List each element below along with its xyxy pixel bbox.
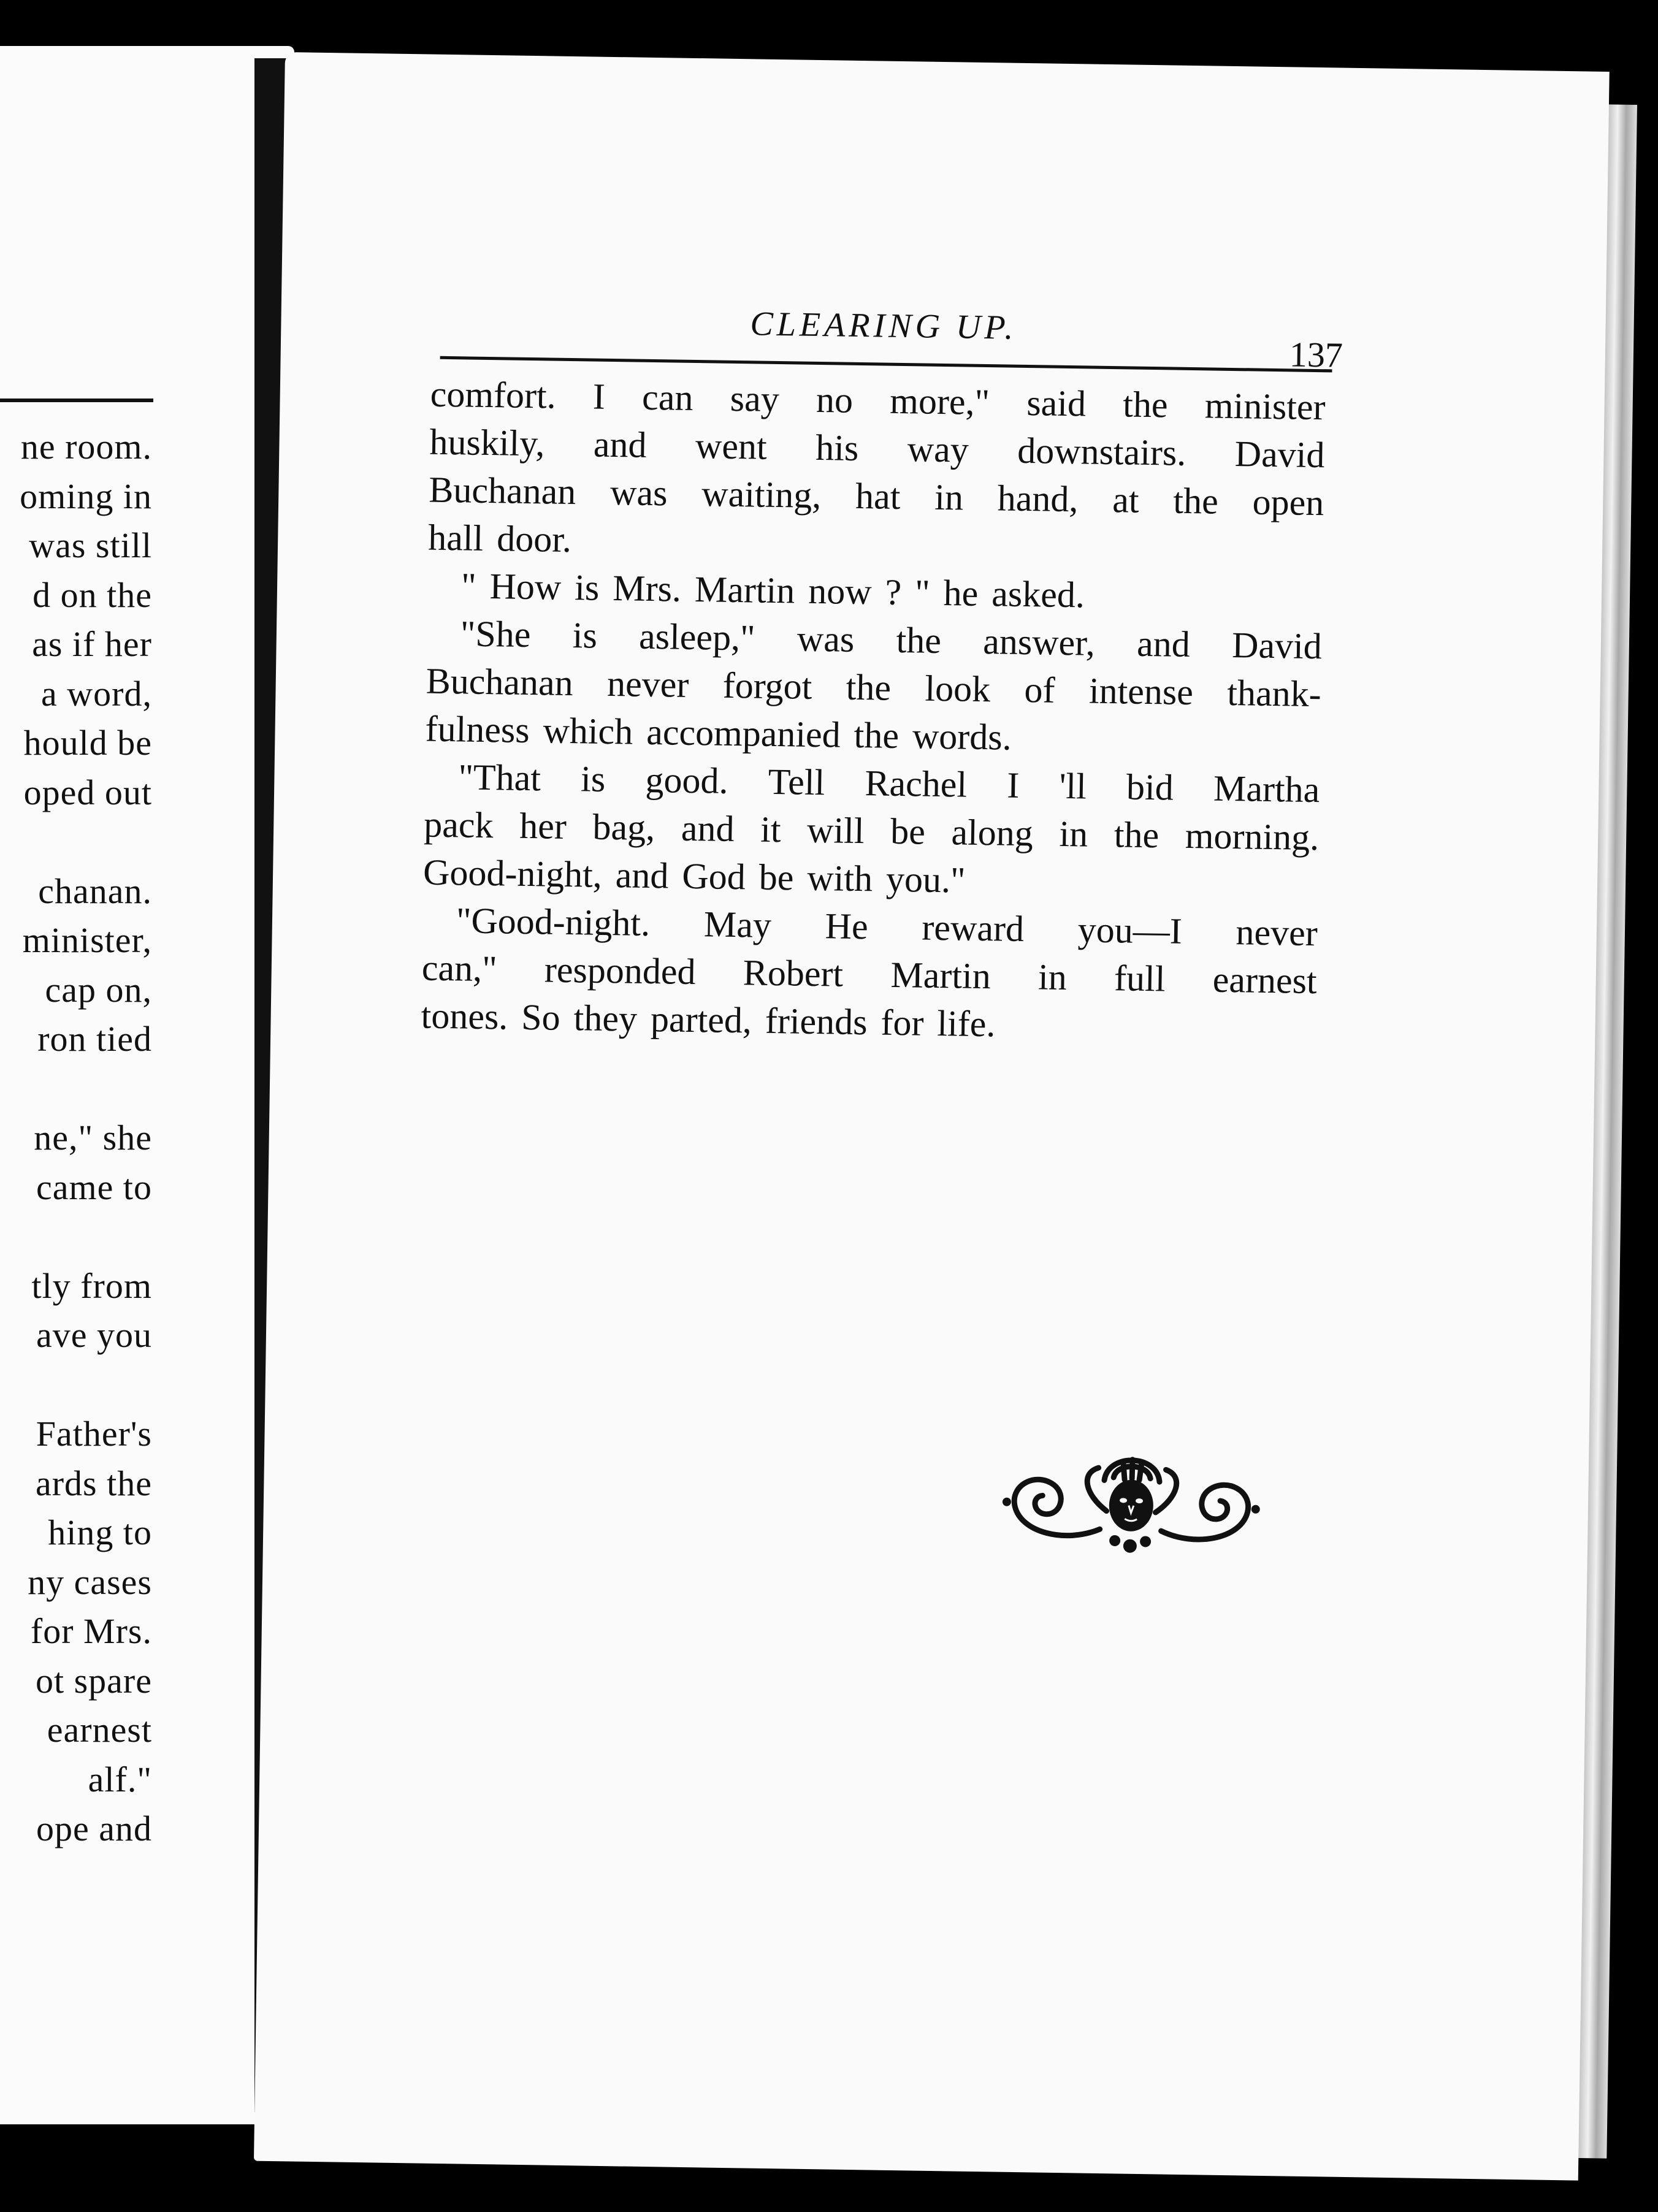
left-page-line: ope and [36,1809,152,1848]
word: forgot [722,665,812,707]
word: which [543,710,633,752]
word: friends [765,1000,868,1043]
word: in [1037,956,1068,998]
word: and [1136,623,1191,665]
word: you—I [1077,909,1183,952]
word: no [816,379,854,421]
word: Buchanan [426,660,574,704]
word: and [681,807,735,850]
word: the [1172,480,1219,522]
word: huskily, [429,421,545,464]
left-page-line: Father's [36,1414,152,1454]
running-head: CLEARING UP. [750,305,1017,347]
word: Robert [743,952,844,994]
word: fulness [425,708,530,751]
word: bid [1126,766,1174,808]
word: Good-night, [422,852,603,895]
word: So [521,996,561,1038]
word: in [934,476,964,518]
left-page-line: as if her [32,624,152,664]
left-page [0,46,294,2124]
word: you." [885,858,966,901]
left-page-line: ne room. [20,427,152,467]
left-page-line: hing to [48,1512,152,1552]
word: Tell [768,761,825,803]
left-page-line: chanan. [38,871,152,911]
left-page-line: a word, [41,673,152,714]
word: with [806,857,873,899]
word: earnest [1212,959,1318,1002]
word: David [1231,625,1323,667]
word: can," [421,947,498,990]
word: "Good-night. [456,900,651,944]
word: of [1024,669,1056,711]
left-page-header-rule [0,399,153,402]
word: asked. [991,573,1085,616]
word: ? [885,571,902,613]
word: the [854,714,900,756]
left-page-line: oped out [23,772,152,812]
word: is [580,758,606,799]
left-page-line: ron tied [37,1019,152,1059]
word: hand, [997,478,1079,520]
word: " [914,572,931,613]
word: accompanied [646,711,841,755]
page-number: 137 [1289,334,1343,375]
word: can [641,376,693,418]
word: life. [936,1002,996,1045]
left-page-text [0,426,294,1897]
word: Martin [694,569,795,611]
word: waiting, [701,473,822,516]
left-page-line: ny cases [28,1562,152,1602]
word: look [925,668,991,710]
left-page-line: tly from [31,1265,152,1306]
word: he [943,573,979,614]
header-rule [440,356,1332,373]
word: May [703,904,772,945]
word: " [460,565,477,606]
word: good. [645,759,729,801]
word: the [846,666,892,708]
word: open [1252,481,1324,524]
word: it [760,809,782,850]
word: asleep," [638,616,756,658]
word: way [907,429,969,470]
left-page-line: ave you [36,1315,152,1355]
left-page-line: oming in [20,476,152,516]
word: and [593,424,648,465]
word: her [519,805,567,847]
word: reward [921,907,1025,950]
word: and [615,855,669,896]
left-page-line: d on the [32,574,152,615]
word: his [815,427,859,468]
word: morning. [1185,815,1320,858]
word: responded [544,949,697,993]
left-page-line: came to [36,1167,152,1207]
word: is [574,567,600,608]
word: in [1059,813,1088,855]
word: Rachel [865,763,968,805]
word: say [730,378,780,420]
word: parted, [650,999,752,1041]
word: never [606,663,689,705]
word: minister [1204,385,1326,428]
word: now [808,570,873,612]
word: tones. [421,995,508,1037]
word: for [881,1002,924,1043]
word: downstairs. [1017,430,1186,473]
word: the [1122,384,1169,425]
decorative-ornament-icon [998,1434,1265,1565]
word: 'll [1059,765,1087,807]
word: "That [458,757,541,799]
word: bag, [592,806,655,849]
word: never [1236,912,1318,954]
word: He [825,906,869,947]
word: Martin [890,954,991,997]
left-page-line: ot spare [36,1660,152,1701]
word: Martha [1213,768,1320,810]
left-page-line: hould be [23,723,152,763]
word: answer, [982,620,1096,663]
word: Mrs. [612,568,682,609]
word: the [1114,814,1159,856]
word: along [951,812,1034,854]
word: Buchanan [428,469,576,513]
word: more," [889,380,990,423]
word: I [592,376,606,417]
word: hall [427,517,484,559]
word: they [573,997,638,1039]
left-page-line: ards the [36,1463,152,1503]
word: pack [423,804,494,846]
word: thank- [1226,672,1322,715]
left-page-line: earnest [47,1710,152,1750]
word: was [609,471,668,514]
word: I [1006,765,1020,806]
word: be [758,856,794,898]
word: is [572,615,598,656]
word: said [1026,383,1087,424]
left-page-line: cap on, [45,969,152,1010]
word: How [489,566,562,608]
word: be [890,810,926,852]
word: hat [855,475,901,517]
body-text [421,370,1326,1053]
word: was [797,618,855,660]
word: words. [912,715,1012,758]
left-page-line: ne," she [34,1118,152,1157]
word: "She [460,613,531,655]
word: God [681,855,746,898]
left-page-line: minister, [22,920,152,960]
right-page [254,52,1610,2181]
word: went [695,425,768,467]
word: the [896,619,942,661]
word: comfort. [430,373,557,416]
word: door. [496,518,572,560]
word: David [1234,433,1325,476]
word: intense [1088,670,1194,713]
word: at [1112,479,1140,521]
word: will [806,809,865,852]
left-page-line: alf." [88,1759,152,1799]
left-page-line: for Mrs. [30,1611,152,1651]
word: full [1114,958,1166,999]
left-page-line: was still [29,525,152,565]
